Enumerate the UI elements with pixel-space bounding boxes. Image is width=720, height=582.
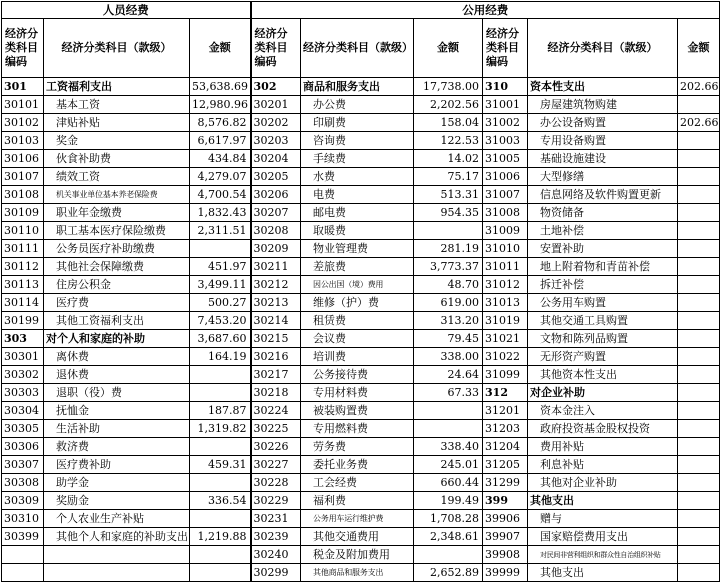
code-cell: 30218 xyxy=(251,384,301,402)
name-cell: 机关事业单位基本养老保险费 xyxy=(44,186,190,204)
amount-cell: 313.20 xyxy=(414,312,483,330)
name-cell: 生活补助 xyxy=(44,420,190,438)
code-cell: 31010 xyxy=(483,240,528,258)
amount-cell xyxy=(678,222,720,240)
code-cell: 30215 xyxy=(251,330,301,348)
table-row xyxy=(2,294,720,312)
name-cell: 福利费 xyxy=(301,492,414,510)
name-cell: 工资福利支出 xyxy=(44,78,190,96)
amount-cell xyxy=(678,492,720,510)
name-cell: 其他资本性支出 xyxy=(528,366,678,384)
amount-column-header: 金额 xyxy=(414,19,483,78)
table-row xyxy=(2,510,720,528)
code-cell: 30217 xyxy=(251,366,301,384)
name-cell: 因公出国（境）费用 xyxy=(301,276,414,294)
section-header-row xyxy=(2,2,720,19)
name-cell: 公务用车运行维护费 xyxy=(301,510,414,528)
expense-rows xyxy=(2,78,720,582)
amount-cell xyxy=(678,204,720,222)
code-cell: 30226 xyxy=(251,438,301,456)
code-cell: 30229 xyxy=(251,492,301,510)
amount-cell xyxy=(190,474,251,492)
amount-cell: 4,279.07 xyxy=(190,168,251,186)
amount-cell: 500.27 xyxy=(190,294,251,312)
amount-cell: 79.45 xyxy=(414,330,483,348)
code-cell: 31201 xyxy=(483,402,528,420)
code-cell: 30301 xyxy=(2,348,44,366)
code-cell: 31203 xyxy=(483,420,528,438)
name-cell: 地上附着物和青苗补偿 xyxy=(528,258,678,276)
name-cell: 劳务费 xyxy=(301,438,414,456)
name-cell: 公务用车购置 xyxy=(528,294,678,312)
amount-cell xyxy=(190,240,251,258)
code-cell: 30211 xyxy=(251,258,301,276)
amount-cell: 660.44 xyxy=(414,474,483,492)
amount-cell: 12,980.96 xyxy=(190,96,251,114)
code-cell: 30202 xyxy=(251,114,301,132)
amount-column-header: 金额 xyxy=(678,19,720,78)
name-cell: 其他支出 xyxy=(528,564,678,582)
amount-cell xyxy=(414,222,483,240)
code-cell: 30102 xyxy=(2,114,44,132)
name-cell: 邮电费 xyxy=(301,204,414,222)
name-cell: 政府投资基金股权投资 xyxy=(528,420,678,438)
amount-cell: 7,453.20 xyxy=(190,312,251,330)
name-cell: 奖金 xyxy=(44,132,190,150)
name-cell: 助学金 xyxy=(44,474,190,492)
name-cell: 手续费 xyxy=(301,150,414,168)
name-cell: 其他交通工具购置 xyxy=(528,312,678,330)
code-cell: 30309 xyxy=(2,492,44,510)
code-cell: 31003 xyxy=(483,132,528,150)
table-row xyxy=(2,276,720,294)
code-cell: 30239 xyxy=(251,528,301,546)
name-cell: 费用补贴 xyxy=(528,438,678,456)
code-cell: 30225 xyxy=(251,420,301,438)
amount-cell: 281.19 xyxy=(414,240,483,258)
amount-cell xyxy=(678,546,720,564)
name-cell: 资本性支出 xyxy=(528,78,678,96)
table-row xyxy=(2,438,720,456)
code-cell: 30199 xyxy=(2,312,44,330)
code-column-header: 经济分类科目编码 xyxy=(483,19,528,78)
name-cell: 专用设备购置 xyxy=(528,132,678,150)
amount-cell: 459.31 xyxy=(190,456,251,474)
amount-cell: 4,700.54 xyxy=(190,186,251,204)
name-cell: 办公设备购置 xyxy=(528,114,678,132)
amount-cell xyxy=(414,420,483,438)
table-row xyxy=(2,330,720,348)
amount-cell xyxy=(190,546,251,564)
amount-cell xyxy=(190,366,251,384)
name-cell: 其他交通费用 xyxy=(301,528,414,546)
amount-cell: 2,311.51 xyxy=(190,222,251,240)
code-cell: 31099 xyxy=(483,366,528,384)
amount-cell xyxy=(678,312,720,330)
amount-cell: 17,738.00 xyxy=(414,78,483,96)
column-header-row xyxy=(2,19,720,78)
amount-cell: 619.00 xyxy=(414,294,483,312)
amount-cell: 8,576.82 xyxy=(190,114,251,132)
code-cell: 31022 xyxy=(483,348,528,366)
code-cell: 30216 xyxy=(251,348,301,366)
amount-cell xyxy=(678,366,720,384)
code-cell: 30108 xyxy=(2,186,44,204)
name-cell: 差旅费 xyxy=(301,258,414,276)
amount-cell: 48.70 xyxy=(414,276,483,294)
table-row xyxy=(2,366,720,384)
public-section-title: 公用经费 xyxy=(251,2,720,19)
table-row xyxy=(2,492,720,510)
amount-cell: 122.53 xyxy=(414,132,483,150)
name-cell: 绩效工资 xyxy=(44,168,190,186)
amount-cell xyxy=(678,276,720,294)
code-cell: 31007 xyxy=(483,186,528,204)
amount-cell: 336.54 xyxy=(190,492,251,510)
table-row xyxy=(2,132,720,150)
amount-cell xyxy=(678,474,720,492)
name-cell: 基础设施建设 xyxy=(528,150,678,168)
name-cell: 医疗费补助 xyxy=(44,456,190,474)
name-column-header: 经济分类科目（款级） xyxy=(528,19,678,78)
code-cell: 31019 xyxy=(483,312,528,330)
amount-cell: 2,202.56 xyxy=(414,96,483,114)
name-cell: 培训费 xyxy=(301,348,414,366)
code-cell: 30307 xyxy=(2,456,44,474)
amount-cell: 1,832.43 xyxy=(190,204,251,222)
name-cell: 退职（役）费 xyxy=(44,384,190,402)
amount-cell: 1,708.28 xyxy=(414,510,483,528)
amount-cell: 202.66 xyxy=(678,78,720,96)
amount-cell xyxy=(678,510,720,528)
amount-cell: 1,219.88 xyxy=(190,528,251,546)
name-cell: 公务接待费 xyxy=(301,366,414,384)
code-cell: 30308 xyxy=(2,474,44,492)
name-cell: 信息网络及软件购置更新 xyxy=(528,186,678,204)
code-cell: 312 xyxy=(483,384,528,402)
name-cell: 赠与 xyxy=(528,510,678,528)
table-row xyxy=(2,420,720,438)
code-cell: 30212 xyxy=(251,276,301,294)
name-cell: 租赁费 xyxy=(301,312,414,330)
code-cell: 30399 xyxy=(2,528,44,546)
amount-cell xyxy=(678,240,720,258)
amount-cell xyxy=(414,546,483,564)
table-row xyxy=(2,348,720,366)
code-cell: 30203 xyxy=(251,132,301,150)
name-cell: 商品和服务支出 xyxy=(301,78,414,96)
amount-cell: 513.31 xyxy=(414,186,483,204)
code-cell: 30103 xyxy=(2,132,44,150)
name-cell: 个人农业生产补贴 xyxy=(44,510,190,528)
amount-cell: 14.02 xyxy=(414,150,483,168)
name-cell: 无形资产购置 xyxy=(528,348,678,366)
name-column-header: 经济分类科目（款级） xyxy=(301,19,414,78)
table-row xyxy=(2,528,720,546)
code-cell: 31299 xyxy=(483,474,528,492)
name-cell: 安置补助 xyxy=(528,240,678,258)
code-cell: 30207 xyxy=(251,204,301,222)
name-cell: 救济费 xyxy=(44,438,190,456)
code-cell: 30302 xyxy=(2,366,44,384)
amount-cell xyxy=(678,528,720,546)
code-cell: 31006 xyxy=(483,168,528,186)
name-cell: 伙食补助费 xyxy=(44,150,190,168)
amount-cell: 67.33 xyxy=(414,384,483,402)
personnel-section-title: 人员经费 xyxy=(2,2,251,19)
name-cell: 职业年金缴费 xyxy=(44,204,190,222)
name-cell: 专用材料费 xyxy=(301,384,414,402)
name-cell: 咨询费 xyxy=(301,132,414,150)
amount-cell xyxy=(678,294,720,312)
amount-cell xyxy=(678,132,720,150)
name-cell: 会议费 xyxy=(301,330,414,348)
table-row xyxy=(2,114,720,132)
amount-cell: 53,638.69 xyxy=(190,78,251,96)
name-cell: 房屋建筑物购建 xyxy=(528,96,678,114)
amount-cell: 2,652.89 xyxy=(414,564,483,582)
table-row xyxy=(2,384,720,402)
table-row xyxy=(2,222,720,240)
amount-cell: 158.04 xyxy=(414,114,483,132)
name-cell: 医疗费 xyxy=(44,294,190,312)
amount-cell: 1,319.82 xyxy=(190,420,251,438)
code-cell: 39999 xyxy=(483,564,528,582)
code-cell: 31001 xyxy=(483,96,528,114)
name-cell: 国家赔偿费用支出 xyxy=(528,528,678,546)
code-cell: 301 xyxy=(2,78,44,96)
name-cell: 退休费 xyxy=(44,366,190,384)
name-cell xyxy=(44,546,190,564)
code-cell: 30110 xyxy=(2,222,44,240)
code-cell: 30240 xyxy=(251,546,301,564)
code-cell: 31005 xyxy=(483,150,528,168)
amount-cell xyxy=(678,348,720,366)
name-cell: 津贴补贴 xyxy=(44,114,190,132)
amount-cell: 3,687.60 xyxy=(190,330,251,348)
amount-cell xyxy=(190,510,251,528)
code-cell: 30224 xyxy=(251,402,301,420)
code-cell: 30306 xyxy=(2,438,44,456)
amount-cell: 2,348.61 xyxy=(414,528,483,546)
code-cell: 39906 xyxy=(483,510,528,528)
code-cell: 31012 xyxy=(483,276,528,294)
amount-cell xyxy=(414,402,483,420)
code-cell: 39907 xyxy=(483,528,528,546)
name-cell: 离休费 xyxy=(44,348,190,366)
amount-cell xyxy=(678,168,720,186)
name-cell: 专用燃料费 xyxy=(301,420,414,438)
table-row xyxy=(2,240,720,258)
table-row xyxy=(2,474,720,492)
code-cell: 30303 xyxy=(2,384,44,402)
code-cell: 30113 xyxy=(2,276,44,294)
table-row xyxy=(2,402,720,420)
code-cell: 31204 xyxy=(483,438,528,456)
code-cell: 30112 xyxy=(2,258,44,276)
expense-table xyxy=(1,1,720,582)
name-cell: 水费 xyxy=(301,168,414,186)
name-cell: 对个人和家庭的补助 xyxy=(44,330,190,348)
name-cell: 委托业务费 xyxy=(301,456,414,474)
amount-cell: 954.35 xyxy=(414,204,483,222)
code-cell: 30305 xyxy=(2,420,44,438)
code-cell: 30214 xyxy=(251,312,301,330)
amount-cell xyxy=(678,456,720,474)
name-cell: 其他工资福利支出 xyxy=(44,312,190,330)
amount-cell: 3,773.37 xyxy=(414,258,483,276)
amount-cell xyxy=(678,438,720,456)
code-cell: 30106 xyxy=(2,150,44,168)
amount-cell xyxy=(190,384,251,402)
code-cell xyxy=(2,546,44,564)
table-row xyxy=(2,150,720,168)
amount-cell xyxy=(678,150,720,168)
amount-cell xyxy=(678,420,720,438)
code-cell: 31011 xyxy=(483,258,528,276)
amount-column-header: 金额 xyxy=(190,19,251,78)
code-cell: 30107 xyxy=(2,168,44,186)
table-row xyxy=(2,258,720,276)
code-cell: 30304 xyxy=(2,402,44,420)
name-cell: 土地补偿 xyxy=(528,222,678,240)
amount-cell: 451.97 xyxy=(190,258,251,276)
code-cell: 31009 xyxy=(483,222,528,240)
code-cell: 39908 xyxy=(483,546,528,564)
code-cell: 30208 xyxy=(251,222,301,240)
amount-cell: 6,617.97 xyxy=(190,132,251,150)
code-cell: 30205 xyxy=(251,168,301,186)
amount-cell: 3,499.11 xyxy=(190,276,251,294)
amount-cell: 24.64 xyxy=(414,366,483,384)
table-row xyxy=(2,456,720,474)
code-cell: 31008 xyxy=(483,204,528,222)
code-cell: 31021 xyxy=(483,330,528,348)
name-cell: 被装购置费 xyxy=(301,402,414,420)
name-cell: 奖励金 xyxy=(44,492,190,510)
amount-cell: 199.49 xyxy=(414,492,483,510)
code-cell: 31205 xyxy=(483,456,528,474)
name-cell: 其他支出 xyxy=(528,492,678,510)
code-cell: 30310 xyxy=(2,510,44,528)
amount-cell: 338.40 xyxy=(414,438,483,456)
name-cell: 印刷费 xyxy=(301,114,414,132)
code-cell: 399 xyxy=(483,492,528,510)
name-cell: 取暖费 xyxy=(301,222,414,240)
name-cell: 工会经费 xyxy=(301,474,414,492)
table-row xyxy=(2,312,720,330)
amount-cell: 187.87 xyxy=(190,402,251,420)
code-cell: 30206 xyxy=(251,186,301,204)
code-cell: 31002 xyxy=(483,114,528,132)
amount-cell: 338.00 xyxy=(414,348,483,366)
name-cell: 资本金注入 xyxy=(528,402,678,420)
name-cell: 其他对企业补助 xyxy=(528,474,678,492)
name-cell: 大型修缮 xyxy=(528,168,678,186)
code-cell: 30213 xyxy=(251,294,301,312)
amount-cell: 75.17 xyxy=(414,168,483,186)
amount-cell xyxy=(678,186,720,204)
name-cell: 办公费 xyxy=(301,96,414,114)
name-cell: 公务员医疗补助缴费 xyxy=(44,240,190,258)
name-cell: 税金及附加费用 xyxy=(301,546,414,564)
code-cell: 30209 xyxy=(251,240,301,258)
name-cell: 住房公积金 xyxy=(44,276,190,294)
code-cell: 30204 xyxy=(251,150,301,168)
name-cell: 物资储备 xyxy=(528,204,678,222)
table-row xyxy=(2,546,720,564)
amount-cell xyxy=(678,258,720,276)
name-cell: 对民间非营利组织和群众性自治组织补贴 xyxy=(528,546,678,564)
table-row xyxy=(2,168,720,186)
code-cell: 30228 xyxy=(251,474,301,492)
code-cell: 302 xyxy=(251,78,301,96)
code-cell: 30109 xyxy=(2,204,44,222)
amount-cell: 164.19 xyxy=(190,348,251,366)
name-cell: 拆迁补偿 xyxy=(528,276,678,294)
code-cell: 30227 xyxy=(251,456,301,474)
amount-cell xyxy=(678,330,720,348)
amount-cell xyxy=(678,384,720,402)
name-cell: 文物和陈列品购置 xyxy=(528,330,678,348)
name-cell: 其他商品和服务支出 xyxy=(301,564,414,582)
code-cell: 303 xyxy=(2,330,44,348)
table-row xyxy=(2,78,720,96)
name-cell: 其他个人和家庭的补助支出 xyxy=(44,528,190,546)
amount-cell: 202.66 xyxy=(678,114,720,132)
code-cell: 30299 xyxy=(251,564,301,582)
name-cell: 基本工资 xyxy=(44,96,190,114)
name-cell: 物业管理费 xyxy=(301,240,414,258)
amount-cell xyxy=(190,438,251,456)
code-cell: 30114 xyxy=(2,294,44,312)
code-cell: 30231 xyxy=(251,510,301,528)
code-cell: 30201 xyxy=(251,96,301,114)
name-cell: 抚恤金 xyxy=(44,402,190,420)
code-column-header: 经济分类科目编码 xyxy=(251,19,301,78)
name-cell: 电费 xyxy=(301,186,414,204)
amount-cell xyxy=(678,402,720,420)
table-row xyxy=(2,96,720,114)
code-cell: 310 xyxy=(483,78,528,96)
table-row xyxy=(2,204,720,222)
name-cell: 维修（护）费 xyxy=(301,294,414,312)
amount-cell xyxy=(678,96,720,114)
code-cell: 30111 xyxy=(2,240,44,258)
amount-cell: 434.84 xyxy=(190,150,251,168)
code-cell: 30101 xyxy=(2,96,44,114)
name-cell: 对企业补助 xyxy=(528,384,678,402)
table-row xyxy=(2,186,720,204)
name-cell: 利息补贴 xyxy=(528,456,678,474)
name-cell: 职工基本医疗保险缴费 xyxy=(44,222,190,240)
code-cell: 31013 xyxy=(483,294,528,312)
amount-cell: 245.01 xyxy=(414,456,483,474)
name-column-header: 经济分类科目（款级） xyxy=(44,19,190,78)
code-column-header: 经济分类科目编码 xyxy=(2,19,44,78)
name-cell: 其他社会保障缴费 xyxy=(44,258,190,276)
